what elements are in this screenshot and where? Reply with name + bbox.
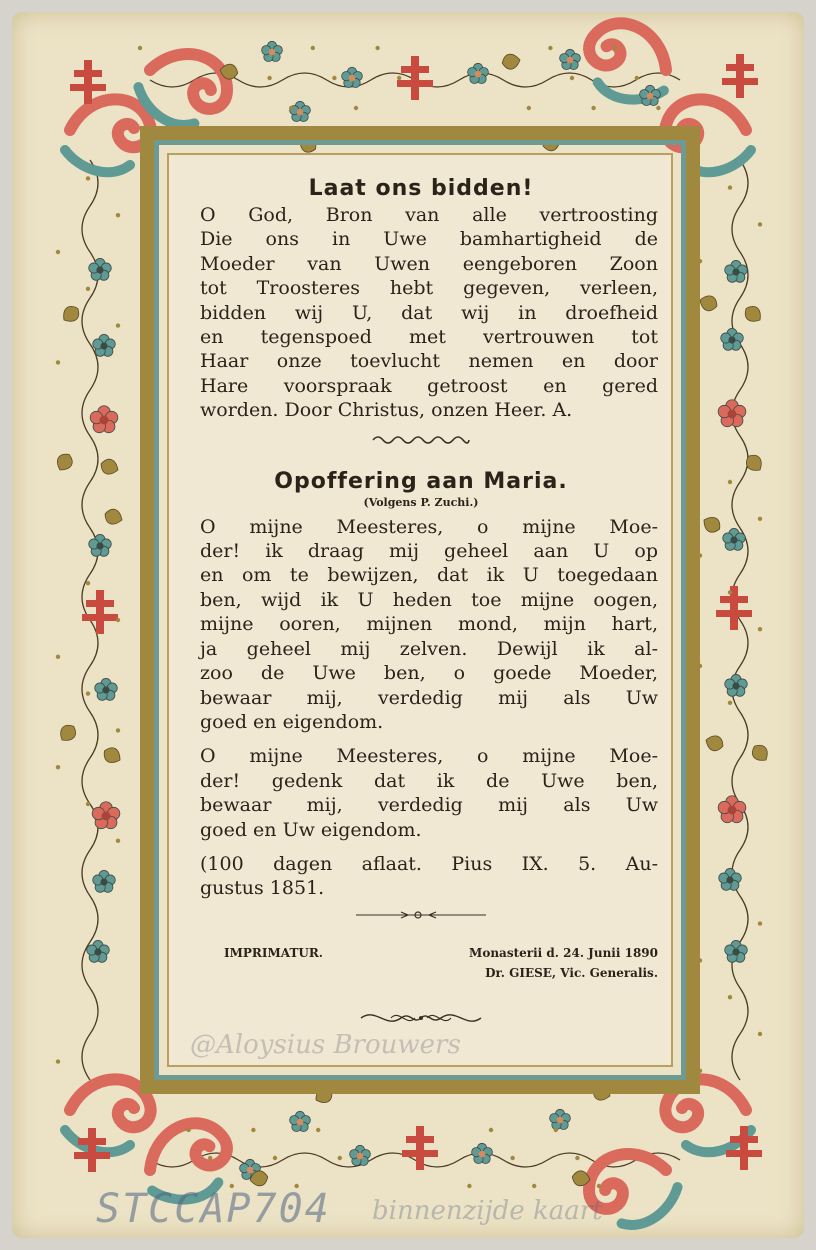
flower-center [567, 57, 574, 64]
gold-dot [375, 46, 379, 50]
flower-center [479, 1151, 486, 1158]
scroll-leaf-icon [70, 99, 151, 147]
gold-dot [338, 1156, 342, 1160]
gold-dot [510, 1156, 514, 1160]
leaf-icon [749, 741, 772, 764]
flower-center [728, 410, 737, 419]
prayer2-paragraph-1 [184, 515, 658, 735]
prayer1-text [184, 203, 658, 423]
flower-center [297, 109, 304, 116]
gold-dot [554, 1128, 558, 1132]
prayer2-para3-line: gustus 1851. [200, 877, 325, 900]
flower-center [557, 1117, 564, 1124]
gold-dot [116, 323, 120, 327]
gold-dot [56, 360, 60, 364]
leaf-icon [700, 514, 723, 536]
prayer1-line: Moeder van Uwen eengeboren Zoon [200, 252, 658, 275]
prayer2-para1-line: ben, wijd ik U heden toe mijne oogen, [200, 588, 658, 611]
cross-of-lorraine-icon [416, 1126, 424, 1170]
catalog-number: STCCAP704 [96, 1186, 331, 1232]
cross-bar [726, 64, 754, 71]
gold-dot [86, 176, 90, 180]
gold-dot [86, 581, 90, 585]
prayer1-line: Die ons in Uwe bamhartigheid de [200, 228, 658, 251]
scroll-leaf-icon [144, 41, 236, 114]
flower-center [247, 1167, 254, 1174]
prayer1-title: Laat ons bidden! [308, 176, 534, 201]
flower-center [100, 342, 107, 349]
prayer2-para2-line: der! gedenk dat ik de Uwe ben, [200, 769, 658, 792]
flower-center [728, 806, 737, 815]
gold-dot [575, 1156, 579, 1160]
gold-dot [597, 1184, 601, 1188]
leaf-icon [703, 733, 725, 753]
prayer2-para1-line: mijne ooren, mijnen mond, mijn hart, [200, 613, 658, 636]
cross-bar [70, 84, 106, 91]
flower-center [96, 542, 103, 549]
prayer2-title: Opoffering aan Maria. [274, 468, 568, 494]
prayer2-paragraph-2 [184, 744, 658, 842]
flower-center [475, 71, 482, 78]
gold-dot [56, 1059, 60, 1063]
flower-center [94, 948, 101, 955]
gold-dot [332, 76, 336, 80]
flower-center [732, 268, 739, 275]
gold-dot [548, 46, 552, 50]
leaf-icon [101, 745, 124, 767]
imprimatur-signer: Dr. GIESE, Vic. Generalis. [485, 965, 658, 980]
leaf-icon [697, 293, 719, 313]
prayer2-subtitle: (Volgens P. Zuchi.) [363, 495, 479, 509]
flower-center [728, 336, 735, 343]
gold-dot [467, 1184, 471, 1188]
gold-dot [316, 1128, 320, 1132]
cross-bar [74, 1152, 110, 1159]
prayer1-line: Hare voorspraak getroost en gered [200, 374, 658, 397]
cross-of-lorraine-icon [411, 56, 419, 100]
gold-dot [591, 106, 595, 110]
gold-dot [354, 106, 358, 110]
gold-dot [532, 1184, 536, 1188]
cross-of-lorraine-icon [84, 60, 92, 104]
prayer1-line: tot Troosteres hebt gegeven, verleen, [200, 277, 658, 300]
gold-dot [613, 46, 617, 50]
gold-dot [116, 728, 120, 732]
scroll-leaf-icon [140, 1114, 232, 1187]
gold-dot [758, 517, 762, 521]
cross-of-lorraine-icon [740, 1126, 748, 1170]
prayer2-para2-line: bewaar mij, verdedig mij als Uw [200, 794, 658, 817]
prayer1-line: bidden wij U, dat wij in droefheid [200, 301, 658, 324]
gold-dot [397, 76, 401, 80]
gold-dot [208, 1156, 212, 1160]
gold-dot [56, 765, 60, 769]
gold-dot [758, 1032, 762, 1036]
imprimatur-block [184, 943, 658, 983]
flower-center [726, 876, 733, 883]
gold-dot [289, 106, 293, 110]
cross-bar [720, 596, 748, 603]
prayer2-para1-line: goed en eigendom. [200, 710, 384, 733]
cross-bar [730, 1136, 758, 1143]
flower-center [730, 536, 737, 543]
flower-center [269, 49, 276, 56]
ornament-icon [346, 909, 496, 921]
scroll-leaf-icon [70, 1079, 151, 1127]
gold-dot [138, 46, 142, 50]
handwritten-signature: @Aloysius Brouwers [190, 1030, 461, 1060]
flower-center [349, 75, 356, 82]
scroll-ornament-icon [351, 1005, 491, 1031]
imprimatur-label: IMPRIMATUR. [224, 945, 323, 960]
gold-dot [728, 185, 732, 189]
gold-dot [56, 655, 60, 659]
cross-of-lorraine-icon [96, 590, 104, 634]
cross-bar [716, 610, 752, 617]
flower-center [297, 1119, 304, 1126]
prayer1-line: O God, Bron van alle vertroosting [200, 204, 658, 226]
cross-bar [406, 1136, 434, 1143]
flower-center [96, 266, 103, 273]
cross-bar [86, 600, 114, 607]
cross-bar [722, 78, 758, 85]
flower-center [732, 948, 739, 955]
flower-center [357, 1153, 364, 1160]
gold-dot [56, 250, 60, 254]
gold-dot [251, 1128, 255, 1132]
gold-dot [728, 480, 732, 484]
prayer1-line: en tegenspoed met vertrouwen tot [200, 326, 658, 349]
gold-dot [273, 1156, 277, 1160]
leaf-icon [56, 721, 79, 744]
prayer2-para1-line: der! ik draag mij geheel aan U op [200, 540, 658, 563]
scroll-leaf-icon [65, 150, 130, 172]
leaf-icon [501, 53, 521, 71]
prayer2-para3-line: (100 dagen aflaat. Pius IX. 5. Au- [200, 852, 658, 875]
gold-dot [116, 839, 120, 843]
prayer2-para1-line: ja geheel mij zelven. Dewijl ik al- [200, 637, 658, 660]
cross-bar [74, 70, 102, 77]
leaf-icon [741, 303, 764, 326]
prayer2-para2-line: O mijne Meesteres, o mijne Moe- [200, 745, 658, 768]
flower-center [102, 812, 111, 821]
prayer1-line: Haar onze toevlucht nemen en door [200, 350, 658, 373]
cross-bar [397, 80, 433, 87]
gold-dot [527, 106, 531, 110]
cross-of-lorraine-icon [88, 1128, 96, 1172]
scroll-leaf-icon [584, 14, 676, 87]
gold-dot [116, 213, 120, 217]
gold-dot [758, 627, 762, 631]
cross-bar [402, 1150, 438, 1157]
leaf-icon [99, 457, 121, 477]
prayer2-para1-line: en om te bewijzen, dat ik U toegedaan [200, 564, 658, 587]
imprimatur-place-date: Monasterii d. 24. Junii 1890 [469, 945, 658, 960]
flower-center [100, 416, 109, 425]
gold-dot [656, 106, 660, 110]
cross-bar [726, 1150, 762, 1157]
gold-dot [86, 287, 90, 291]
gold-dot [116, 618, 120, 622]
flower-center [102, 686, 109, 693]
flower-center [732, 682, 739, 689]
gold-dot [86, 802, 90, 806]
prayer2-para2-line: goed en Uw eigendom. [200, 818, 422, 841]
gold-dot [570, 76, 574, 80]
prayer2-para1-line: zoo de Uwe ben, o goede Moeder, [200, 662, 658, 685]
flower-center [647, 93, 654, 100]
prayer2-para1-line: bewaar mij, verdedig mij als Uw [200, 686, 658, 709]
prayer2-indulgence [184, 852, 658, 901]
gold-dot [728, 995, 732, 999]
prayer2-para1-line: O mijne Meesteres, o mijne Moe- [200, 515, 658, 538]
gold-dot [758, 222, 762, 226]
squiggle-divider-icon [371, 433, 471, 447]
gold-dot [186, 1128, 190, 1132]
gold-dot [758, 921, 762, 925]
leaf-icon [54, 451, 76, 474]
cross-of-lorraine-icon [736, 54, 744, 98]
gold-dot [728, 701, 732, 705]
gold-dot [267, 76, 271, 80]
gold-dot [311, 46, 315, 50]
leaf-icon [59, 303, 82, 326]
prayer1-line: worden. Door Christus, onzen Heer. A. [200, 399, 573, 422]
gold-dot [635, 76, 639, 80]
flower-center [100, 878, 107, 885]
gold-dot [86, 691, 90, 695]
leaf-icon [103, 507, 125, 527]
catalog-note: binnenzijde kaart [372, 1196, 603, 1226]
gold-dot [728, 590, 732, 594]
cross-bar [401, 66, 429, 73]
prayer-content [184, 170, 658, 1031]
cross-bar [82, 614, 118, 621]
gold-dot [489, 1128, 493, 1132]
cross-bar [78, 1138, 106, 1145]
